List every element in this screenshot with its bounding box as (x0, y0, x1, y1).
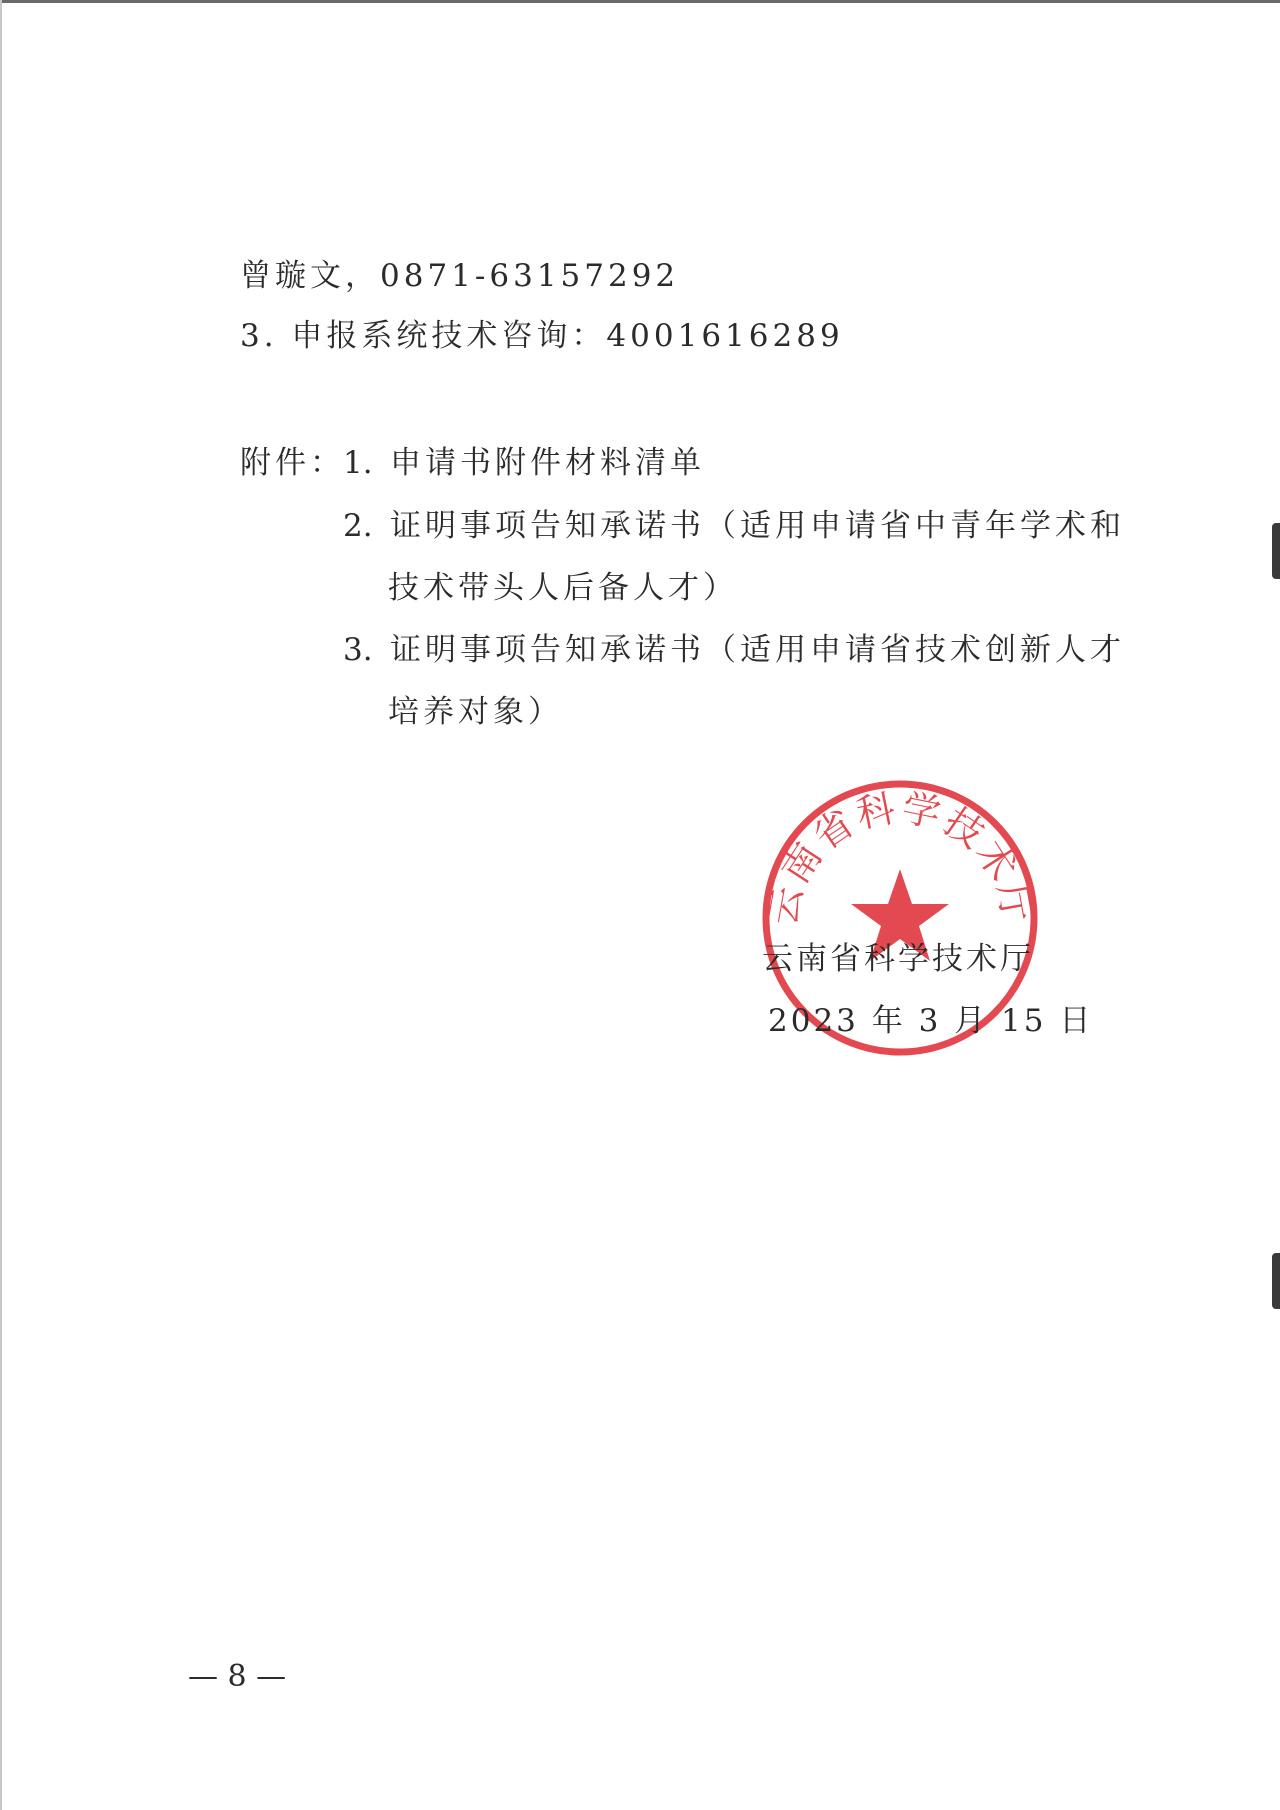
attachment-number: 1. (343, 445, 373, 481)
attachment-item-text: 技术带头人后备人才） (388, 570, 738, 606)
attachment-number: 3. (343, 632, 373, 668)
attachment-number: 2. (343, 508, 373, 544)
seal-text: 云南省科学技术厅 (760, 785, 1040, 929)
attachments-label: 附件： (240, 445, 345, 481)
contact-line: 曾璇文，0871-63157292 (240, 258, 680, 294)
attachment-item-text: 证明事项告知承诺书（适用申请省中青年学术和 (390, 508, 1125, 544)
binding-tab-mark (1272, 523, 1280, 579)
page-number: — 8 — (188, 1659, 287, 1694)
attachment-item-text: 培养对象） (388, 694, 563, 730)
attachment-item-text: 申请书附件材料清单 (390, 445, 705, 481)
attachment-item-text: 证明事项告知承诺书（适用申请省技术创新人才 (390, 632, 1125, 668)
scan-edge-left (0, 0, 2, 1810)
contact-line: 3. 申报系统技术咨询：4001616289 (240, 318, 844, 354)
issue-date: 2023 年 3 月 15 日 (768, 1003, 1094, 1039)
issuing-organization: 云南省科学技术厅 (762, 941, 1034, 977)
binding-tab-mark (1272, 1253, 1280, 1309)
scan-edge-top (0, 0, 1280, 3)
